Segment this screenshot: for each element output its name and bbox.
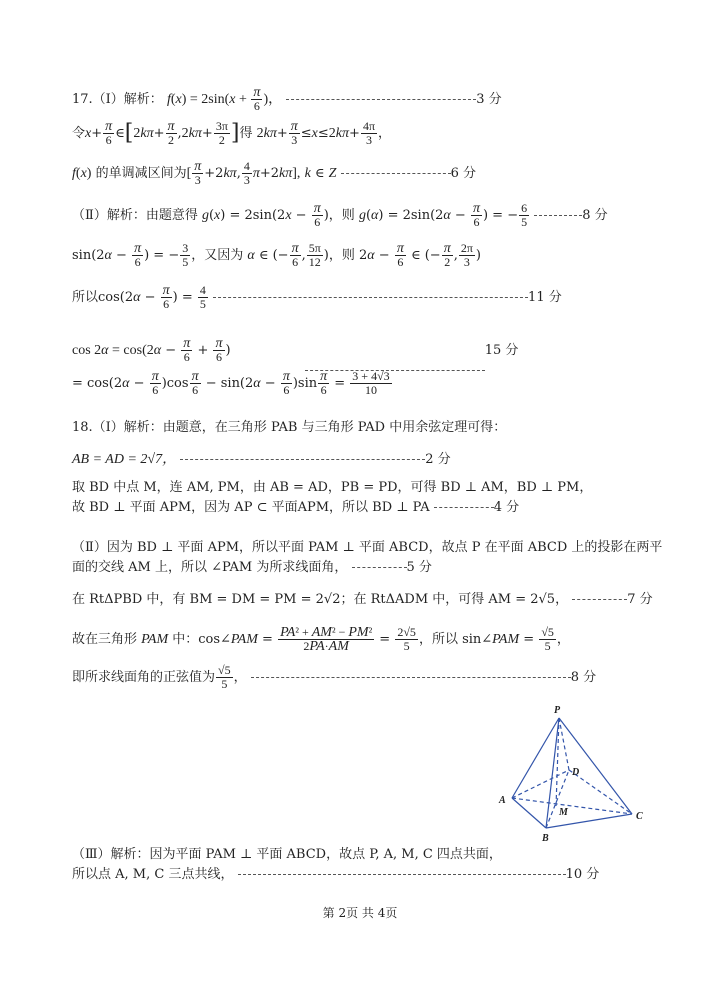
- label-a: A: [499, 795, 506, 806]
- q17-line-3: f(x) 的单调减区间为[ $\frac{\pi}{3}$ +2kπ, $\frac{4}{3}$ π+2kπ], k ∈ Z 6 分: [72, 159, 477, 187]
- score: 8 分: [582, 208, 608, 223]
- label-d: D: [572, 767, 580, 778]
- hidden-edge: [559, 718, 569, 770]
- q18-line-1: 18.（Ⅰ）解析：由题意，在三角形 PAB 与三角形 PAD 中用余弦定理可得：: [72, 420, 507, 435]
- q18-line-4: [72, 498, 660, 518]
- q17-line-5: sin(2α − $\frac{\pi}{6}$ ) = − $\frac{3}{5}$ ，又因为 α ∈ (− $\frac{\pi}{6}$ , $\frac{5\pi}{12}$ )，则 2α − $\frac{\pi}{6}$ ∈ (− $\frac{\pi}{2}$ , $\frac{2\pi}{3}$ ): [72, 241, 481, 269]
- q17-line-2: 令x+ $\frac{\pi}{6}$ ∈[2kπ+ $\frac{\pi}{2}$ ,2kπ+ $\frac{3\pi}{2}$ ]得 2kπ+ $\frac{\pi}{3}$ ≤x≤2kπ+ $\frac{4\pi}{3}$ ，: [72, 119, 392, 147]
- q18-line-11: [72, 865, 660, 885]
- q18-line-5: （Ⅱ）因为 BD ⊥ 平面 APM，所以平面 PAM ⊥ 平面 ABCD，故点 P 在平面 ABCD 上的投影在两平: [72, 540, 663, 555]
- score: 2 分: [425, 452, 451, 467]
- q18-line-6: [72, 558, 660, 578]
- q18-collinear-text: 所以点 A, M, C 三点共线，: [72, 867, 234, 882]
- edge: [559, 718, 632, 814]
- q18-rt-text: 在 RtΔPBD 中，有 BM = DM = PM = 2√2；在 RtΔADM 中，可得 AM = 2√5，: [72, 592, 569, 607]
- score: 7 分: [627, 592, 653, 607]
- q18-line-8: 故在三角形 PAM 中：cos∠PAM = $\frac{\text{PA² + AM² − PM²}}{2PA\cdot AM}$ = $\frac{2√5}{5}$ ，所以 sin∠PAM = $\frac{√5}{5}$ ，: [72, 625, 570, 654]
- score: 11 分: [528, 290, 562, 305]
- score: 15 分: [484, 343, 519, 358]
- q18-line-10: （Ⅲ）解析：因为平面 PAM ⊥ 平面 ABCD，故点 P, A, M, C 四点共面，: [72, 847, 502, 862]
- q17-line-1: 17.（Ⅰ）解析： f(x) = 2sin(x + $\frac{\pi}{6}$ )， 3 分: [72, 85, 502, 113]
- pyramid-figure: [498, 702, 648, 842]
- score: 4 分: [493, 500, 520, 515]
- edge: [512, 798, 546, 828]
- q18-line-3: 取 BD 中点 M，连 AM, PM，由 AB = AD，PB = PD，可得 BD ⊥ AM，BD ⊥ PM，: [72, 480, 593, 495]
- label-p: P: [554, 705, 561, 716]
- hidden-edge: [512, 798, 632, 814]
- score: 3 分: [476, 92, 502, 107]
- label-b: B: [542, 833, 549, 842]
- q17-part1-label: 17.（Ⅰ）解析：: [72, 92, 163, 107]
- q18-perp-text: 故 BD ⊥ 平面 APM，因为 AP ⊂ 平面APM，所以 BD ⊥ PA: [72, 500, 430, 515]
- label-m: M: [559, 807, 568, 818]
- q18-line-7: [72, 590, 660, 610]
- edge: [512, 718, 559, 798]
- q17-line-6: 所以cos(2α − $\frac{\pi}{6}$ ) = $\frac{4}{5}$ 11 分: [72, 283, 562, 311]
- q17-line-4: （Ⅱ）解析：由题意得 g(x) = 2sin(2x − $\frac{\pi}{6}$ )，则 g(α) = 2sin(2α − $\frac{\pi}{6}$ ) = − $\frac{6}{5}$ 8 分: [72, 201, 608, 229]
- q18-line-9: 即所求线面角的正弦值为 $\frac{√5}{5}$ ， 8 分: [72, 663, 597, 691]
- score: 8 分: [570, 670, 597, 685]
- q17-line-8: = cos(2α − $\frac{\pi}{6}$ )cos $\frac{\pi}{6}$ − sin(2α − $\frac{\pi}{6}$ )sin $\frac{\pi}{6}$ = $\frac{3 + 4√3}{10}$: [72, 369, 390, 397]
- score: 6 分: [450, 166, 477, 181]
- score: 5 分: [406, 560, 432, 575]
- q17-line-7: cos 2α = cos(2α − $\frac{\pi}{6}$ + $\frac{\pi}{6}$ ) 15 分: [72, 330, 660, 371]
- q18-line-2: [72, 450, 660, 470]
- q18-angle-text: 面的交线 AM 上，所以 ∠PAM 为所求线面角，: [72, 560, 348, 575]
- score: 10 分: [565, 867, 600, 882]
- q18-ab-eq: AB = AD = 2√7，: [72, 452, 177, 467]
- page-footer: 第 2页 共 4页: [322, 906, 398, 920]
- label-c: C: [636, 811, 643, 822]
